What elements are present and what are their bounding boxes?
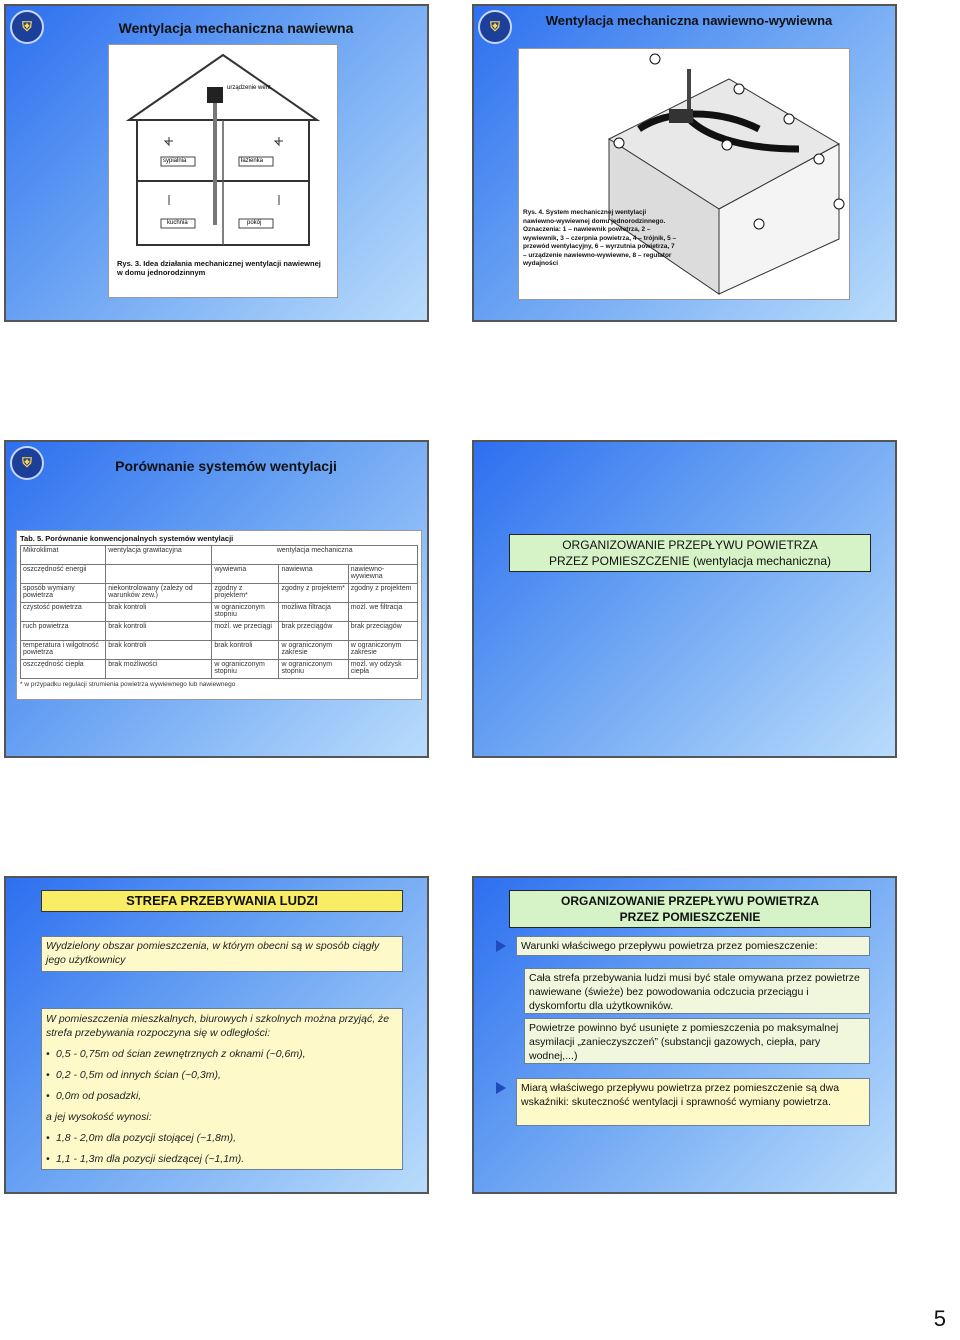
table-row <box>21 584 418 603</box>
bullet-item: • 0,2 - 0,5m od innych ścian (~0,3m), <box>46 1068 398 1082</box>
definition-text: Wydzielony obszar pomieszczenia, w którym obecni są w sposób ciągły jego użytkownicy <box>46 940 380 966</box>
table-cell: w ograniczonym zakresie <box>348 641 417 660</box>
table-header: nawiewna <box>279 565 348 584</box>
table-cell: czystość powietrza <box>21 603 106 622</box>
definition-box <box>41 936 403 972</box>
table-cell: brak kontroli <box>212 641 279 660</box>
table-cell: ruch powietrza <box>21 622 106 641</box>
table-cell: zgodny z projektem* <box>279 584 348 603</box>
table-row <box>21 660 418 679</box>
page-number: 5 <box>933 1306 946 1331</box>
table-header: Mikroklimat <box>21 546 106 565</box>
table-cell: możl. wy odzysk ciepła <box>348 660 417 679</box>
table-cell: możl. we filtracja <box>348 603 417 622</box>
table-cell: w ograniczonym stopniu <box>212 660 279 679</box>
table-cell: zgodny z projektem <box>348 584 417 603</box>
slide-6 <box>472 876 897 1194</box>
slide-4 <box>472 440 897 758</box>
room-label: pokój <box>247 220 262 226</box>
title-line: PRZEZ POMIESZCZENIE (wentylacja mechaniczna) <box>548 554 832 568</box>
university-logo: ⛨ <box>478 10 512 44</box>
house-diagram <box>108 44 338 298</box>
condition-item: Powietrze powinno być usunięte z pomieszczenia po maksymalnej asymilacji „zanieczyszczeń” (substancji gazowych, ciepła, pary wodnej,...) <box>524 1018 870 1064</box>
room-label: kuchnia <box>167 220 188 226</box>
table-cell: temperatura i wilgotność powietrza <box>21 641 106 660</box>
table-cell: niekontrolowany (zależy od warunków zew.) <box>106 584 212 603</box>
table-header: wywiewna <box>212 565 279 584</box>
bullet-item: • 1,1 - 1,3m dla pozycji siedzącej (~1,1m). <box>46 1152 398 1166</box>
arrow-bullet-icon <box>496 1082 506 1094</box>
slide-1-title: Wentylacja mechaniczna nawiewna <box>118 20 354 36</box>
table-cell: brak przeciągów <box>279 622 348 641</box>
measure-box: Miarą właściwego przepływu powietrza przez pomieszczenie są dwa wskaźniki: skuteczność wentylacji i sprawność wymiany powietrza. <box>516 1078 870 1126</box>
table-cell: brak możliwości <box>106 660 212 679</box>
table-caption: Tab. 5. Porównanie konwencjonalnych systemów wentylacji <box>20 534 234 543</box>
title-line: ORGANIZOWANIE PRZEPŁYWU POWIETRZA <box>562 538 818 552</box>
bullet-item: • 0,5 - 0,75m od ścian zewnętrznych z oknami (~0,6m), <box>46 1047 398 1061</box>
title-line: PRZEZ POMIESZCZENIE <box>619 910 761 924</box>
table-cell: w ograniczonym stopniu <box>279 660 348 679</box>
university-logo: ⛨ <box>10 446 44 480</box>
slide-3-title: Porównanie systemów wentylacji <box>115 458 337 474</box>
condition-item: Cała strefa przebywania ludzi musi być stale omywana przez powietrze nawiewane (świeże) bez powodowania odczucia przeciągu i dyskomfortu dla użytkowników. <box>524 968 870 1014</box>
table-cell: brak kontroli <box>106 641 212 660</box>
slide-4-title <box>509 534 871 572</box>
slide-6-title <box>509 890 871 928</box>
table-cell: w ograniczonym zakresie <box>279 641 348 660</box>
table-cell: możl. we przeciągi <box>212 622 279 641</box>
intro-text: W pomieszczenia mieszkalnych, biurowych i szkolnych można przyjąć, że strefa przebywania rozpoczyna się w odległości: <box>46 1013 390 1039</box>
room-label: sypialnia <box>163 158 187 164</box>
table-cell: zgodny z projektem* <box>212 584 279 603</box>
table-row <box>21 622 418 641</box>
table-cell: możliwa filtracja <box>279 603 348 622</box>
table-cell: brak kontroli <box>106 622 212 641</box>
table-row <box>21 641 418 660</box>
table-cell: brak kontroli <box>106 603 212 622</box>
zone-description-box <box>41 1008 403 1170</box>
slide-2 <box>472 4 897 322</box>
table-cell: brak przeciągów <box>348 622 417 641</box>
slide-3 <box>4 440 429 758</box>
table-header: wentylacja grawitacyjna <box>106 546 212 565</box>
table-cell: sposób wymiany powietrza <box>21 584 106 603</box>
mid-text: a jej wysokość wynosi: <box>46 1111 152 1123</box>
table-header <box>106 565 212 584</box>
comparison-table-image <box>16 530 422 700</box>
title-line: ORGANIZOWANIE PRZEPŁYWU POWIETRZA <box>561 894 819 908</box>
table-cell: oszczędność ciepła <box>21 660 106 679</box>
house-drawing <box>109 45 337 255</box>
table-footnote: * w przypadku regulacji strumienia powietrza wywiewnego lub nawiewnego <box>20 681 236 688</box>
room-label: urządzenie went. <box>227 85 273 91</box>
table-header: oszczędność energii <box>21 565 106 584</box>
arrow-bullet-icon <box>496 940 506 952</box>
bullet-item: • 1,8 - 2,0m dla pozycji stojącej (~1,8m), <box>46 1131 398 1145</box>
slide-5 <box>4 876 429 1194</box>
table-row <box>21 603 418 622</box>
bullet-item: • 0,0m od posadzki, <box>46 1089 398 1103</box>
ventilation-system-diagram <box>518 48 850 300</box>
comparison-table <box>20 545 418 679</box>
slide-1 <box>4 4 429 322</box>
university-logo: ⛨ <box>10 10 44 44</box>
conditions-box: Warunki właściwego przepływu powietrza przez pomieszczenie: <box>516 936 870 956</box>
table-header: nawiewno-wywiewna <box>348 565 417 584</box>
slide-2-title: Wentylacja mechaniczna nawiewno-wywiewna <box>545 13 833 28</box>
figure-caption: Rys. 4. System mechanicznej wentylacji nawiewno-wywiewnej domu jednorodzinnego. Oznaczenia: 1 – nawiewnik powietrza, 2 – wywiewnik, 3 – czerpnia powietrza, 4 – trójnik, 5 – przewód wentylacyjny, 6 – wyrzutnia powietrza, 7 – urządzenie nawiewno-wywiewne, 8 – regulator wydajności <box>523 209 677 267</box>
slide-5-title: STREFA PRZEBYWANIA LUDZI <box>41 890 403 912</box>
figure-caption: Rys. 3. Idea działania mechanicznej wentylacji nawiewnej w domu jednorodzinnym <box>117 259 321 277</box>
table-header: wentylacja mechaniczna <box>212 546 418 565</box>
table-cell: w ograniczonym stopniu <box>212 603 279 622</box>
room-label: łazienka <box>241 158 264 164</box>
